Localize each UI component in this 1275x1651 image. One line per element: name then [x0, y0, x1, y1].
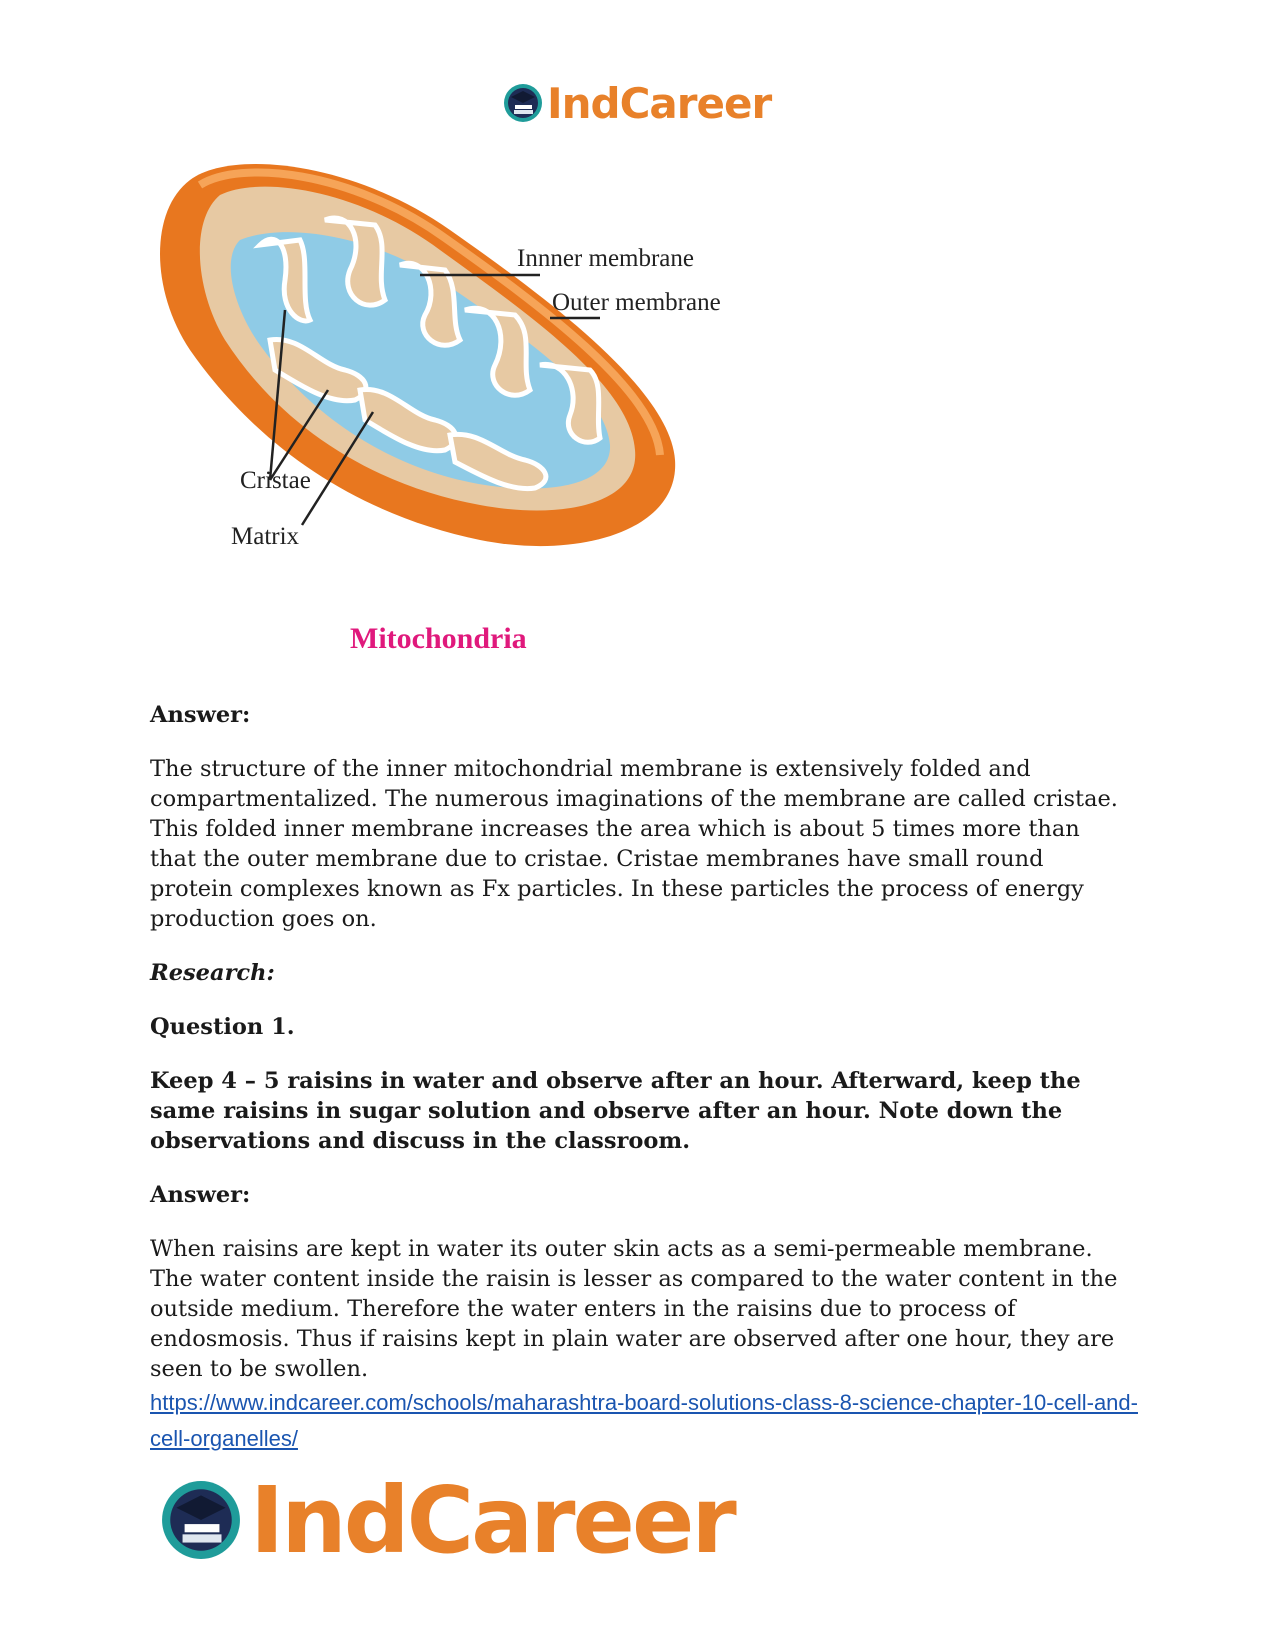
- graduation-cap-book-icon: [503, 83, 543, 123]
- question-text: Keep 4 – 5 raisins in water and observe after an hour. Afterward, keep the same raisins in sugar solution and observe after an hour. Note down the observations and discuss in the classroom.: [150, 1068, 1081, 1154]
- mitochondria-diagram: [150, 150, 770, 590]
- outer-membrane-label: Outer membrane: [552, 289, 721, 316]
- graduation-cap-book-icon: [160, 1479, 242, 1561]
- source-url-link[interactable]: https://www.indcareer.com/schools/maharashtra-board-solutions-class-8-science-chapter-10-cell-and-cell-organelles/: [150, 1390, 1138, 1451]
- question-heading: Question 1.: [150, 1014, 295, 1040]
- document-body: [150, 700, 1130, 1408]
- brand-name: IndCareer: [250, 1466, 734, 1574]
- research-heading: Research:: [150, 960, 275, 986]
- answer-paragraph: When raisins are kept in water its outer skin acts as a semi-permeable membrane. The water content inside the raisin is lesser as compared to the water content in the outside medium. Therefore the water enters in the raisins due to process of endosmosis. Thus if raisins kept in plain water are observed after one hour, they are seen to be swollen.: [150, 1236, 1118, 1382]
- header-logo[interactable]: [503, 80, 771, 126]
- answer-heading: Answer:: [150, 1182, 251, 1208]
- matrix-label: Matrix: [231, 523, 300, 550]
- answer-heading: Answer:: [150, 702, 251, 728]
- diagram-caption: Mitochondria: [350, 622, 527, 655]
- footer-logo[interactable]: [160, 1466, 734, 1574]
- brand-name: IndCareer: [547, 78, 772, 128]
- cristae-label: Cristae: [240, 467, 311, 494]
- inner-membrane-label: Innner membrane: [517, 245, 695, 272]
- answer-paragraph: The structure of the inner mitochondrial membrane is extensively folded and compartmentalized. The numerous imaginations of the membrane are called cristae. This folded inner membrane increases the area which is about 5 times more than that the outer membrane due to cristae. Cristae membranes have small round protein complexes known as Fx particles. In these particles the process of energy production goes on.: [150, 756, 1118, 932]
